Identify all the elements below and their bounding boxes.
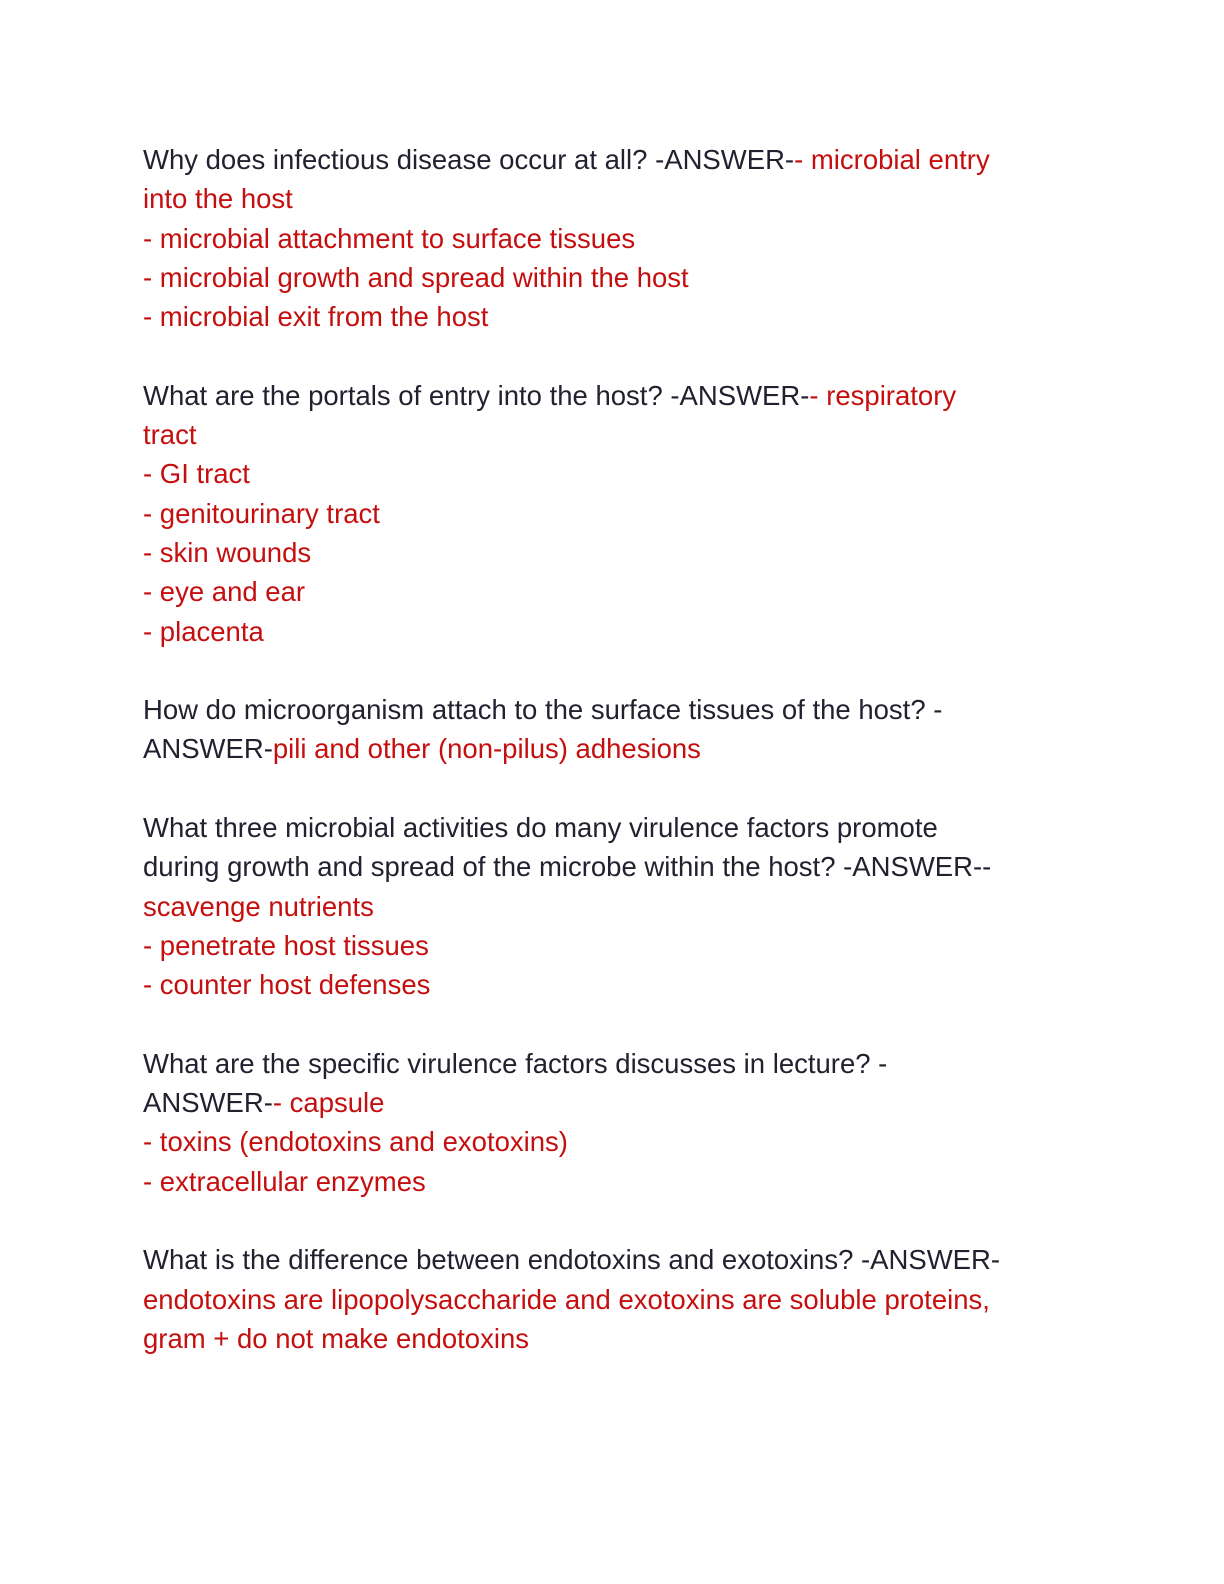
qa-line [143,612,1083,651]
qa-line [143,1083,1083,1122]
qa-block-5 [143,1044,1083,1201]
qa-block-2 [143,376,1083,651]
qa-block-3 [143,690,1083,769]
question-text: What three microbial activities do many virulence factors promote [143,812,938,844]
qa-content [143,140,1083,1358]
answer-text: - skin wounds [143,536,312,568]
block-spacer [143,1201,1083,1240]
qa-line [143,690,1083,729]
qa-line [143,1319,1083,1358]
answer-text: - capsule [272,1087,385,1119]
answer-text: gram + do not make endotoxins [143,1322,529,1354]
answer-text: - penetrate host tissues [143,929,429,961]
question-text: ANSWER- [143,1087,273,1119]
answer-text: - counter host defenses [143,969,431,1001]
answer-text: tract [143,419,197,451]
qa-line [143,1162,1083,1201]
qa-line [143,258,1083,297]
qa-line [143,297,1083,336]
qa-line [143,1240,1083,1279]
question-text: What are the specific virulence factors discusses in lecture? - [143,1047,888,1079]
qa-block-4 [143,808,1083,1004]
qa-line [143,494,1083,533]
answer-text: - microbial attachment to surface tissues [143,222,636,254]
qa-line [143,1044,1083,1083]
qa-line [143,965,1083,1004]
question-text: ANSWER- [143,733,273,765]
qa-line [143,415,1083,454]
answer-text: - toxins (endotoxins and exotoxins) [143,1126,568,1158]
answer-text: - eye and ear [143,576,306,608]
block-spacer [143,336,1083,375]
answer-text: into the host [143,183,293,215]
qa-line [143,847,1083,886]
qa-line [143,533,1083,572]
answer-text: - microbial growth and spread within the host [143,261,689,293]
answer-text: - GI tract [143,458,250,490]
qa-line [143,808,1083,847]
question-text: Why does infectious disease occur at all? -ANSWER- [143,144,795,175]
qa-block-1 [143,140,1083,336]
qa-line [143,219,1083,258]
question-text: What are the portals of entry into the host? -ANSWER- [143,379,810,411]
question-text: What is the difference between endotoxins and exotoxins? -ANSWER- [143,1244,1001,1276]
qa-line [143,1280,1083,1319]
block-spacer [143,769,1083,808]
answer-text: scavenge nutrients [143,890,374,922]
qa-line [143,140,1083,179]
answer-text: pili and other (non-pilus) adhesions [272,733,701,765]
answer-text: - extracellular enzymes [143,1165,426,1197]
qa-line [143,179,1083,218]
answer-text: - respiratory [809,379,957,411]
question-text: How do microorganism attach to the surface tissues of the host? - [143,694,943,726]
question-text: during growth and spread of the microbe within the host? -ANSWER-- [143,851,992,883]
qa-block-6 [143,1240,1083,1358]
answer-text: - microbial exit from the host [143,301,489,333]
answer-text: endotoxins are lipopolysaccharide and exotoxins are soluble proteins, [143,1283,990,1315]
qa-line [143,454,1083,493]
block-spacer [143,1005,1083,1044]
answer-text: - microbial entry [794,144,990,175]
qa-line [143,926,1083,965]
block-spacer [143,651,1083,690]
qa-line [143,1122,1083,1161]
answer-text: - genitourinary tract [143,497,380,529]
qa-line [143,729,1083,768]
answer-text: - placenta [143,615,264,647]
qa-line [143,887,1083,926]
qa-line [143,572,1083,611]
qa-line [143,376,1083,415]
